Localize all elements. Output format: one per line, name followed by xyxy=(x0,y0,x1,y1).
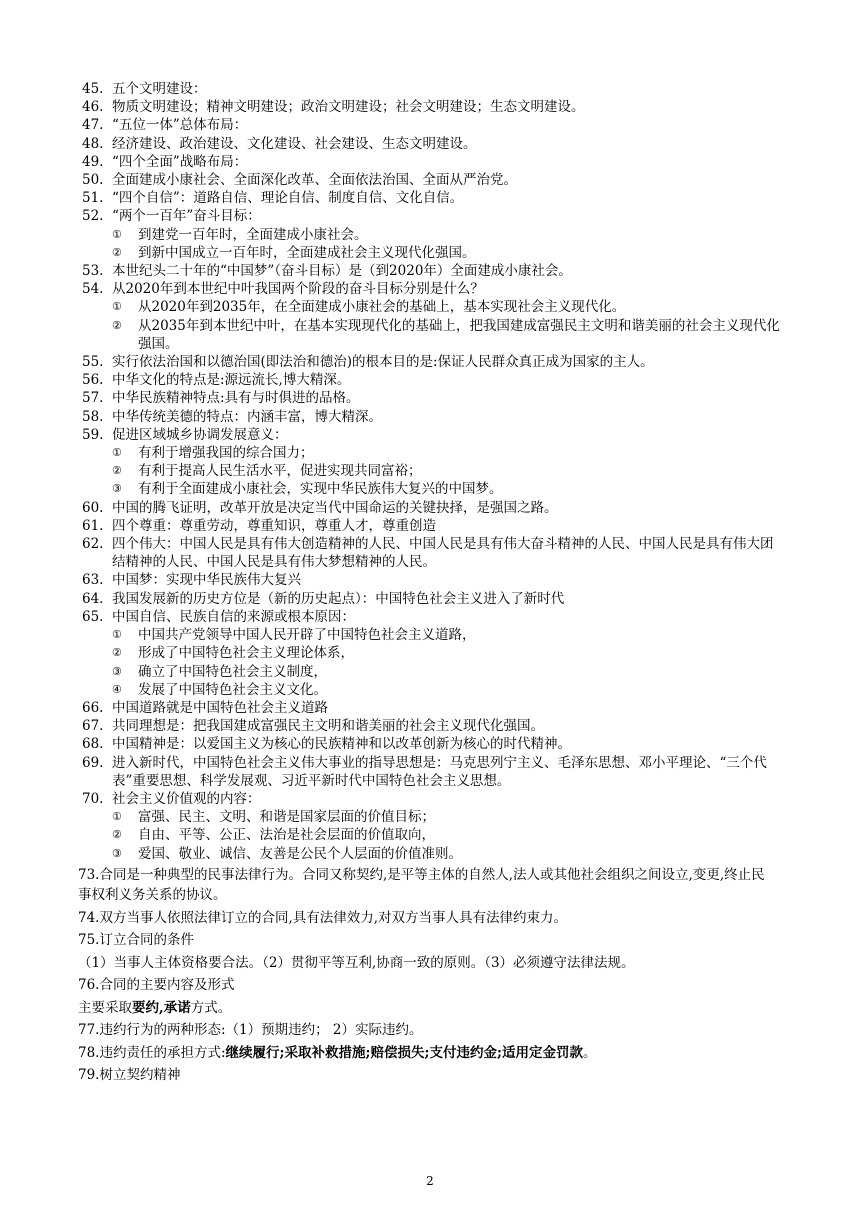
item-number: 69. xyxy=(82,754,104,771)
item-text: 从2020年到本世纪中叶我国两个阶段的奋斗目标分别是什么？ xyxy=(112,281,484,298)
item-number: 60. xyxy=(82,499,104,516)
item-text: 共同理想是：把我国建成富强民主文明和谐美丽的社会主义现代化强国。 xyxy=(112,718,544,735)
sub-item-marker: ① xyxy=(112,810,122,824)
item-number: 56. xyxy=(82,372,104,389)
item-text: 五个文明建设： xyxy=(112,81,207,97)
paragraph-text: （1）当事人主体资格要合法。（2）贯彻平等互利,协商一致的原则。（3）必须遵守法律法规。 xyxy=(78,954,635,971)
item-text: 促进区域城乡协调发展意义： xyxy=(112,426,288,443)
sub-item-text: 发展了中国特色社会主义文化。 xyxy=(138,681,327,698)
list-item xyxy=(82,135,782,153)
item-number: 63. xyxy=(82,572,104,589)
paragraph-73 xyxy=(78,865,778,905)
item-number: 53. xyxy=(82,263,104,280)
bold-term: , xyxy=(159,999,164,1016)
list-item xyxy=(82,80,782,98)
item-text: 中国道路就是中国特色社会主义道路 xyxy=(112,699,328,716)
paragraph-text: 74.双方当事人依照法律订立的合同,具有法律效力,对双方当事人具有法律约束力。 xyxy=(78,909,568,926)
item-text: “五位一体”总体布局： xyxy=(112,117,248,134)
item-text: “四个全面”战略布局： xyxy=(112,153,248,170)
list-item xyxy=(82,371,782,389)
item-text: 四个伟大：中国人民是具有伟大创造精神的人民、中国人民是具有伟大奋斗精神的人民、中国人民是具有伟大团结精神的人民、中国人民是具有伟大梦想精神的人民。 xyxy=(112,536,774,571)
sub-item-text: 有利于增强我国的综合国力； xyxy=(138,445,314,462)
paragraph-79 xyxy=(78,1065,778,1085)
paragraph-text: 79.树立契约精神 xyxy=(78,1067,181,1084)
sub-item xyxy=(82,845,782,863)
item-text: 进入新时代，中国特色社会主义伟大事业的指导思想是：马克思列宁主义、毛泽东思想、邓小平理论、“三个代表”重要思想、科学发展观、习近平新时代中国特色社会主义思想。 xyxy=(112,754,767,789)
paragraph-77 xyxy=(78,1020,778,1040)
list-item xyxy=(82,499,782,517)
list-item xyxy=(82,408,782,426)
sub-item-marker: ① xyxy=(112,446,122,460)
list-item xyxy=(82,754,782,790)
paragraph-text: 73.合同是一种典型的民事法律行为。合同又称契约,是平等主体的自然人,法人或其他社会组织之间设立,变更,终止民事权利义务关系的协议。 xyxy=(78,867,765,904)
bold-term: 要约 xyxy=(132,999,159,1016)
sub-item xyxy=(82,681,782,699)
sub-item-marker: ② xyxy=(112,245,122,259)
item-text: 中国的腾飞证明，改革开放是决定当代中国命运的关键抉择，是强国之路。 xyxy=(112,499,558,516)
paragraph-text: 76.合同的主要内容及形式 xyxy=(78,977,235,994)
item-text: 社会主义价值观的内容： xyxy=(112,790,261,807)
item-number: 57. xyxy=(82,390,104,407)
sub-item-marker: ① xyxy=(112,628,122,642)
list-item xyxy=(82,717,782,735)
item-number: 48. xyxy=(82,135,104,152)
item-number: 45. xyxy=(82,81,104,97)
item-number: 67. xyxy=(82,718,104,735)
sub-item-text: 有利于提高人民生活水平，促进实现共同富裕； xyxy=(138,463,422,480)
list-item xyxy=(82,262,782,280)
item-text: 本世纪头二十年的“中国梦”（奋斗目标）是（到2020年）全面建成小康社会。 xyxy=(112,263,572,280)
list-item xyxy=(82,535,782,571)
list-item xyxy=(82,571,782,589)
item-text: 中国精神是：以爱国主义为核心的民族精神和以改革创新为核心的时代精神。 xyxy=(112,736,571,753)
item-number: 49. xyxy=(82,153,104,170)
page-number: 2 xyxy=(426,1174,434,1188)
list-item xyxy=(82,426,782,444)
item-number: 58. xyxy=(82,408,104,425)
list-item xyxy=(82,608,782,626)
sub-item xyxy=(82,444,782,462)
item-text: 全面建成小康社会、全面深化改革、全面依法治国、全面从严治党。 xyxy=(112,172,517,189)
paragraph-78 xyxy=(78,1043,778,1063)
item-number: 47. xyxy=(82,117,104,134)
item-number: 70. xyxy=(82,790,104,807)
list-item xyxy=(82,790,782,808)
sub-item-text: 确立了中国特色社会主义制度， xyxy=(138,663,327,680)
sub-item-text: 中国共产党领导中国人民开辟了中国特色社会主义道路， xyxy=(138,627,476,644)
item-number: 59. xyxy=(82,426,104,443)
list-item xyxy=(82,153,782,171)
list-item xyxy=(82,353,782,371)
item-number: 62. xyxy=(82,536,104,553)
sub-item-text: 形成了中国特色社会主义理论体系， xyxy=(138,645,354,662)
item-number: 66. xyxy=(82,699,104,716)
numbered-list xyxy=(78,80,782,1085)
sub-item xyxy=(82,826,782,844)
item-text: 中华民族精神特点:具有与时俱进的品格。 xyxy=(112,390,360,407)
item-number: 52. xyxy=(82,208,104,225)
item-number: 65. xyxy=(82,608,104,625)
list-item xyxy=(82,98,782,116)
sub-item xyxy=(82,663,782,681)
list-item xyxy=(82,389,782,407)
sub-item-text: 富强、民主、文明、和谐是国家层面的价值目标； xyxy=(138,809,435,826)
bold-term: 继续履行;采取补救措施;赔偿损失;支付违约金;适用定金罚款 xyxy=(225,1044,583,1061)
list-item xyxy=(82,280,782,298)
item-number: 46. xyxy=(82,99,104,116)
sub-item-text: 有利于全面建成小康社会，实现中华民族伟大复兴的中国梦。 xyxy=(138,481,503,498)
sub-item-marker: ② xyxy=(112,828,122,842)
sub-item-marker: ① xyxy=(112,300,122,314)
paragraph-75-conditions xyxy=(78,953,778,973)
sub-item xyxy=(82,317,782,353)
sub-item-marker: ② xyxy=(112,464,122,478)
sub-item-marker: ① xyxy=(112,227,122,241)
sub-item-text: 到建党一百年时，全面建成小康社会。 xyxy=(138,226,368,243)
sub-item-marker: ② xyxy=(112,318,122,332)
paragraph-74 xyxy=(78,908,778,928)
item-text: 中国梦：实现中华民族伟大复兴 xyxy=(112,572,301,589)
list-item xyxy=(82,699,782,717)
item-text: 中国自信、民族自信的来源或根本原因： xyxy=(112,608,355,625)
sub-item xyxy=(82,644,782,662)
sub-item xyxy=(82,808,782,826)
list-item xyxy=(82,590,782,608)
item-text: 我国发展新的历史方位是（新的历史起点）：中国特色社会主义进入了新时代 xyxy=(112,590,565,607)
sub-item-text: 自由、平等、公正、法治是社会层面的价值取向， xyxy=(138,827,435,844)
sub-item xyxy=(82,480,782,498)
sub-item-marker: ③ xyxy=(112,846,122,860)
item-text: 物质文明建设；精神文明建设；政治文明建设；社会文明建设；生态文明建设。 xyxy=(112,99,585,116)
item-number: 55. xyxy=(82,354,104,371)
item-number: 54. xyxy=(82,281,104,298)
list-item xyxy=(82,171,782,189)
item-number: 61. xyxy=(82,517,104,534)
sub-item xyxy=(82,298,782,316)
paragraph-75 xyxy=(78,930,778,950)
sub-item-text: 从2035年到本世纪中叶，在基本实现现代化的基础上，把我国建成富强民主文明和谐美丽的社会主义现代化强国。 xyxy=(138,317,780,352)
paragraph-text: 77.违约行为的两种形态:（1）预期违约； 2）实际违约。 xyxy=(78,1022,423,1039)
sub-item xyxy=(82,226,782,244)
list-item xyxy=(82,517,782,535)
sub-item-text: 爱国、敬业、诚信、友善是公民个人层面的价值准则。 xyxy=(138,845,462,862)
item-number: 64. xyxy=(82,590,104,607)
list-item xyxy=(82,735,782,753)
item-text: 经济建设、政治建设、文化建设、社会建设、生态文明建设。 xyxy=(112,135,477,152)
sub-item xyxy=(82,244,782,262)
sub-item-marker: ③ xyxy=(112,664,122,678)
item-text: 中华传统美德的特点：内涵丰富，博大精深。 xyxy=(112,408,382,425)
item-text: “四个自信”：道路自信、理论自信、制度自信、文化自信。 xyxy=(112,190,464,207)
sub-item xyxy=(82,462,782,480)
list-item xyxy=(82,189,782,207)
paragraph-text: 主要采取 xyxy=(78,999,132,1016)
sub-item-marker: ② xyxy=(112,646,122,660)
paragraph-76 xyxy=(78,975,778,995)
paragraph-76-form xyxy=(78,998,778,1018)
item-text: 四个尊重：尊重劳动，尊重知识，尊重人才，尊重创造 xyxy=(112,517,436,534)
list-item xyxy=(82,207,782,225)
item-text: 中华文化的特点是:源远流长,博大精深。 xyxy=(112,372,351,389)
paragraph-text: 。 xyxy=(582,1044,597,1061)
sub-item-text: 到新中国成立一百年时，全面建成社会主义现代化强国。 xyxy=(138,244,476,261)
sub-item-marker: ③ xyxy=(112,482,122,496)
item-text: 实行依法治国和以德治国(即法治和德治)的根本目的是:保证人民群众真正成为国家的主人。 xyxy=(112,354,654,371)
paragraph-text: 78.违约责任的承担方式: xyxy=(78,1044,226,1061)
sub-item xyxy=(82,626,782,644)
item-number: 51. xyxy=(82,190,104,207)
sub-item-marker: ④ xyxy=(112,682,122,696)
paragraph-text: 方式。 xyxy=(190,999,232,1016)
list-item xyxy=(82,116,782,134)
bold-term: 承诺 xyxy=(163,999,191,1016)
sub-item-text: 从2020年到2035年，在全面建成小康社会的基础上，基本实现社会主义现代化。 xyxy=(138,299,626,316)
item-number: 50. xyxy=(82,172,104,189)
paragraph-text: 75.订立合同的条件 xyxy=(78,932,194,949)
item-number: 68. xyxy=(82,736,104,753)
item-text: “两个一百年”奋斗目标： xyxy=(112,208,261,225)
